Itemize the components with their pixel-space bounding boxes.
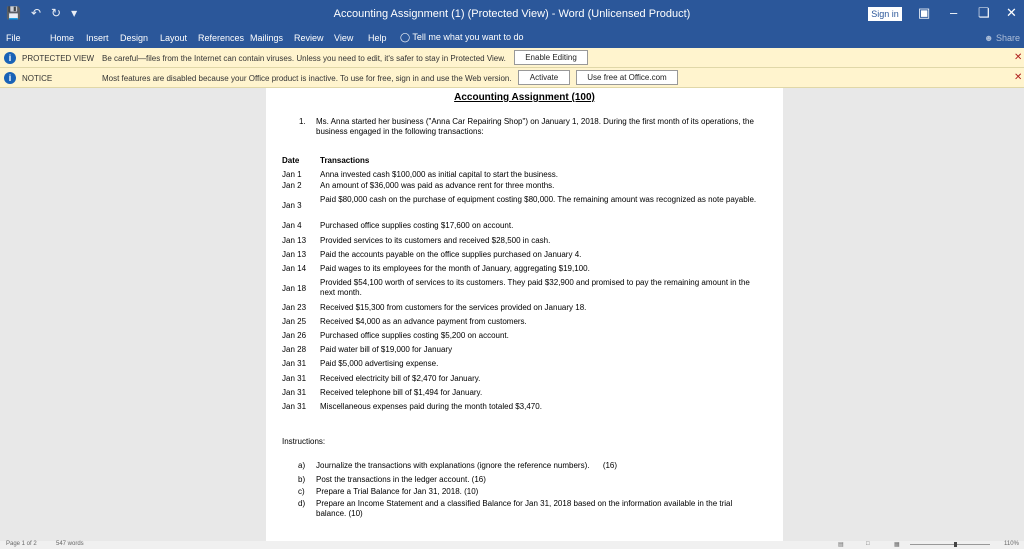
- tell-me-search[interactable]: [400, 32, 523, 43]
- notice-label: NOTICE: [22, 74, 53, 83]
- notice-message: Most features are disabled because your Office product is inactive. To use for free, sign in and use the Web version.: [102, 74, 512, 83]
- activate-button[interactable]: Activate: [518, 70, 570, 85]
- use-free-button[interactable]: Use free at Office.com: [576, 70, 678, 85]
- close-icon[interactable]: ✕: [1006, 5, 1017, 20]
- row-date: Jan 28: [282, 345, 307, 354]
- page-count[interactable]: Page 1 of 2: [6, 541, 37, 547]
- notice-bar: [0, 68, 1024, 88]
- protected-view-label: PROTECTED VIEW: [22, 54, 95, 63]
- row-date: Jan 2: [282, 181, 302, 190]
- info-icon: i: [4, 52, 16, 64]
- ribbon-display-icon[interactable]: ▣: [918, 5, 931, 20]
- undo-icon[interactable]: ↶: [30, 6, 42, 20]
- zoom-slider-thumb[interactable]: [954, 542, 957, 547]
- web-layout-icon[interactable]: ▦: [894, 542, 900, 548]
- redo-icon[interactable]: ↻: [51, 6, 62, 20]
- row-date: Jan 13: [282, 250, 307, 259]
- document-heading: Accounting Assignment (100): [454, 92, 595, 103]
- instructions-title: Instructions:: [282, 437, 326, 446]
- row-text: Paid $5,000 advertising expense.: [320, 359, 439, 368]
- date-header: Date: [282, 156, 300, 165]
- row-text: Paid the accounts payable on the office supplies purchased on January 4.: [320, 250, 582, 259]
- tab-review[interactable]: Review: [294, 33, 324, 43]
- share-button[interactable]: [984, 33, 1020, 43]
- instruction-text: Journalize the transactions with explanations (ignore the reference numbers). (16): [316, 461, 618, 470]
- instruction-text: Prepare a Trial Balance for Jan 31, 2018. (10): [316, 487, 479, 496]
- row-date: Jan 31: [282, 402, 307, 411]
- protected-view-bar: [0, 48, 1024, 68]
- row-text: Anna invested cash $100,000 as initial capital to start the business.: [320, 170, 558, 179]
- question-text: Ms. Anna started her business ("Anna Car Repairing Shop") on January 1, 2018. During the first month of its operations, the business engaged in the following transactions:: [316, 117, 754, 136]
- row-date: Jan 14: [282, 264, 307, 273]
- row-text: Provided services to its customers and received $28,500 in cash.: [320, 236, 551, 245]
- instruction-letter: b): [298, 475, 306, 484]
- close-bar-icon[interactable]: ✕: [1014, 52, 1023, 63]
- tab-layout[interactable]: Layout: [160, 33, 188, 43]
- row-date: Jan 18: [282, 284, 307, 293]
- zoom-slider[interactable]: [910, 544, 990, 545]
- minimize-icon[interactable]: –: [950, 5, 958, 20]
- info-icon: i: [4, 72, 16, 84]
- row-text: Received electricity bill of $2,470 for January.: [320, 374, 481, 383]
- lightbulb-icon: ◯: [400, 32, 411, 42]
- row-text: Miscellaneous expenses paid during the month totaled $3,470.: [320, 402, 542, 411]
- row-date: Jan 13: [282, 236, 307, 245]
- instruction-text: Prepare an Income Statement and a classified Balance for Jan 31, 2018 based on the information available in the trial balance. (10): [316, 499, 733, 518]
- tell-me-label: Tell me what you want to do: [412, 32, 524, 42]
- question-number: 1.: [299, 117, 306, 126]
- row-date: Jan 26: [282, 331, 307, 340]
- instruction-letter: c): [298, 487, 305, 496]
- window-title: Accounting Assignment (1) (Protected View) - Word (Unlicensed Product): [333, 8, 691, 20]
- tab-insert[interactable]: Insert: [86, 33, 109, 43]
- document-page[interactable]: [266, 88, 783, 544]
- row-text: Provided $54,100 worth of services to its customers. They paid $32,900 and promised to pay the remaining amount in the next month.: [320, 278, 750, 297]
- row-date: Jan 25: [282, 317, 307, 326]
- row-date: Jan 31: [282, 359, 307, 368]
- row-text: Received $4,000 as an advance payment from customers.: [320, 317, 527, 326]
- row-text: Purchased office supplies costing $5,200 on account.: [320, 331, 509, 340]
- tab-home[interactable]: Home: [50, 33, 75, 43]
- ribbon-tabs: [0, 28, 1024, 48]
- title-bar: [0, 0, 1024, 28]
- tab-file[interactable]: File: [6, 33, 21, 43]
- read-mode-icon[interactable]: ▤: [838, 542, 844, 548]
- row-text: An amount of $36,000 was paid as advance rent for three months.: [320, 181, 555, 190]
- row-text: Paid $80,000 cash on the purchase of equipment costing $80,000. The remaining amount was recognized as note payable.: [320, 195, 757, 204]
- row-text: Received telephone bill of $1,494 for January.: [320, 388, 483, 397]
- tab-mailings[interactable]: Mailings: [250, 33, 284, 43]
- row-text: Paid wages to its employees for the month of January, aggregating $19,100.: [320, 264, 590, 273]
- enable-editing-button[interactable]: Enable Editing: [514, 50, 588, 65]
- tab-view[interactable]: View: [334, 33, 354, 43]
- status-bar: [0, 541, 1024, 549]
- tab-references[interactable]: References: [198, 33, 245, 43]
- person-icon: ☻: [984, 33, 994, 43]
- sign-in-button[interactable]: Sign in: [868, 7, 902, 21]
- row-date: Jan 4: [282, 221, 302, 230]
- row-date: Jan 31: [282, 388, 307, 397]
- row-text: Purchased office supplies costing $17,600 on account.: [320, 221, 514, 230]
- tab-design[interactable]: Design: [120, 33, 149, 43]
- row-date: Jan 1: [282, 170, 302, 179]
- row-text: Received $15,300 from customers for the services provided on January 18.: [320, 303, 587, 312]
- row-date: Jan 3: [282, 201, 302, 210]
- instruction-text: Post the transactions in the ledger account. (16): [316, 475, 486, 484]
- row-date: Jan 23: [282, 303, 307, 312]
- transactions-header: Transactions: [320, 156, 370, 165]
- restore-icon[interactable]: ❏: [978, 5, 990, 20]
- print-layout-icon[interactable]: □: [866, 541, 870, 547]
- tab-help[interactable]: Help: [368, 33, 387, 43]
- word-count[interactable]: 547 words: [56, 541, 84, 547]
- close-bar-icon[interactable]: ✕: [1014, 72, 1023, 83]
- instruction-letter: a): [298, 461, 306, 470]
- customize-icon[interactable]: ▾: [71, 6, 78, 20]
- share-label: Share: [996, 33, 1021, 43]
- save-icon[interactable]: 💾: [6, 6, 21, 20]
- instruction-letter: d): [298, 499, 306, 508]
- protected-view-message: Be careful—files from the Internet can contain viruses. Unless you need to edit, it's safer to stay in Protected View.: [102, 54, 506, 63]
- row-text: Paid water bill of $19,000 for January: [320, 345, 453, 354]
- row-date: Jan 31: [282, 374, 307, 383]
- zoom-level[interactable]: 110%: [1004, 541, 1019, 547]
